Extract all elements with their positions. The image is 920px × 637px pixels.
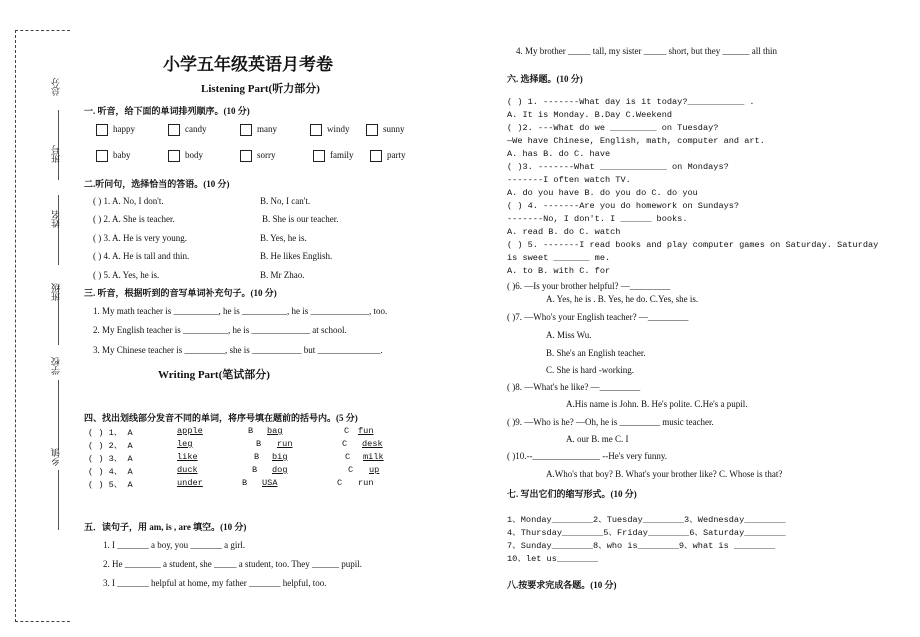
s4-word: fun [358,426,374,436]
s4-label: C [348,465,354,475]
s4-label: C [345,452,351,462]
s2-option-b: B. He likes English. [260,251,333,261]
listening-title: Listening Part(听力部分) [201,83,320,95]
s4-word: USA [262,478,278,488]
s6-options: B. She's an English teacher. [546,348,646,358]
s6-options: C. She is hard -working. [546,365,634,375]
s4-word: under [177,478,203,488]
page-title: 小学五年级英语月考卷 [163,55,333,75]
s4-word: run [277,439,293,449]
s4-word: dog [272,465,288,475]
s6-line: A. do you have B. do you do C. do you [507,188,698,198]
s4-row: ( ) 2、 A [88,441,133,451]
s1-word: happy [96,124,135,136]
s2-option-b: B. Mr Zhao. [260,270,305,280]
binding-line [58,380,59,450]
s6-line: A. to B. with C. for [507,266,611,276]
s6-question: ( )10.--_______________ --He's very funny. [507,451,668,461]
s7-line: 10、let us________ [507,554,599,564]
s4-label: B [252,465,258,475]
s1-word: family [313,150,354,162]
s5-line-4: 4. My brother _____ tall, my sister _____ short, but they ______ all thin [516,46,777,56]
binding-line [58,470,59,530]
s4-label: B [248,426,254,436]
s2-option-a: ( ) 4. A. He is tall and thin. [93,251,190,261]
s4-word: apple [177,426,203,436]
label-class-number: 班号 [52,145,62,163]
s6-line: A. has B. do C. have [507,149,611,159]
s4-word: leg [177,439,193,449]
s8-heading: 八.按要求完成各题。(10 分) [507,580,617,590]
s1-word: windy [310,124,350,136]
binding-margin [15,30,70,622]
s4-word: duck [177,465,198,475]
s6-line: A. It is Monday. B.Day C.Weekend [507,110,673,120]
writing-title: Writing Part(笔试部分) [158,369,270,381]
s1-word: party [370,150,406,162]
s1-word: sorry [240,150,276,162]
s3-heading: 三. 听音，根据听到的音写单词补充句子。(10 分) [84,288,277,298]
s6-options: A. Yes, he is . B. Yes, he do. C.Yes, she is. [546,294,699,304]
s4-word: milk [363,452,384,462]
label-class: 班级 [52,283,62,301]
s1-word: body [168,150,203,162]
s2-option-a: ( ) 1. A. No, I don't. [93,196,164,206]
s1-word: sunny [366,124,405,136]
s4-label: C [342,439,348,449]
s6-line: A. read B. do C. watch [507,227,621,237]
s4-row: ( ) 1、 A [88,428,133,438]
s5-line: 2. He ________ a student, she _____ a student, too. They ______ pupil. [103,559,363,569]
s6-line: ( ) 4. -------Are you do homework on Sundays? [507,201,740,211]
s7-line: 4、Thursday________5、Friday________6、Saturday________ [507,528,786,538]
s4-label: B [254,452,260,462]
s1-word: many [240,124,277,136]
s6-question: ( )6. —Is your brother helpful? —_________ [507,281,671,291]
s6-options: A.Who's that boy? B. What's your brother like? C. Whose is that? [546,469,783,479]
s3-line: 2. My English teacher is __________, he is _____________ at school. [93,325,347,335]
s6-line: -------I often watch TV. [507,175,631,185]
s5-line: 3. I _______ helpful at home, my father _______ helpful, too. [103,578,327,588]
s6-line: -------No, I don't. I ______ books. [507,214,688,224]
s2-option-a: ( ) 3. A. He is very young. [93,233,187,243]
s6-heading: 六. 选择题。(10 分) [507,74,583,84]
s4-word: desk [362,439,383,449]
label-name: 姓名 [52,210,62,228]
s4-label: B [256,439,262,449]
s5-line: 1. I _______ a boy, you _______ a girl. [103,540,246,550]
s1-heading: 一. 听音，给下面的单词排列顺序。(10 分) [84,106,250,116]
binding-line [58,195,59,265]
s6-question: ( )9. —Who is he? —Oh, he is _________ music teacher. [507,417,714,427]
s1-word: baby [96,150,131,162]
s4-word: run [358,478,374,488]
s6-options: A. our B. me C. I [566,434,629,444]
s6-question: ( )8. —What's he like? —_________ [507,382,641,392]
s6-line: is sweet _______ me. [507,253,611,263]
s3-line: 3. My Chinese teacher is _________, she is ___________ but ______________. [93,345,383,355]
s2-option-a: ( ) 2. A. She is teacher. [93,214,175,224]
s6-line: —We have Chinese, English, math, computer and art. [507,136,765,146]
s4-row: ( ) 4、 A [88,467,133,477]
s5-heading: 五．读句子，用 am, is , are 填空。(10 分) [84,522,247,532]
s4-word: like [177,452,198,462]
s4-row: ( ) 3、 A [88,454,133,464]
s4-label: B [242,478,248,488]
s2-option-b: B. She is our teacher. [262,214,339,224]
s4-label: C [337,478,343,488]
s4-word: up [369,465,380,475]
s6-line: ( ) 1. -------What day is it today?___________ . [507,97,755,107]
s6-line: ( )3. -------What _____________ on Mondays? [507,162,729,172]
s2-option-b: B. Yes, he is. [260,233,307,243]
s4-row: ( ) 5、 A [88,480,133,490]
s6-options: A. Miss Wu. [546,330,592,340]
s6-options: A.His name is John. B. He's polite. C.He's a pupil. [566,399,748,409]
s1-word: candy [168,124,207,136]
s3-line: 1. My math teacher is __________, he is __________, he is _____________, too. [93,306,388,316]
s4-heading: 四、找出划线部分发音不同的单词，将序号填在题前的括号内。(5 分) [84,413,358,423]
s6-line: ( ) 5. -------I read books and play computer games on Saturday. Saturday [507,240,879,250]
s4-word: bag [267,426,283,436]
label-school: 学校 [52,357,62,375]
s6-line: ( )2. ---What do we _________ on Tuesday? [507,123,719,133]
s2-heading: 二.听问句，选择恰当的答语。(10 分) [84,179,230,189]
s4-word: big [272,452,288,462]
s4-label: C [344,426,350,436]
s2-option-a: ( ) 5. A. Yes, he is. [93,270,160,280]
s2-option-b: B. No, I can't. [260,196,311,206]
s7-line: 7、Sunday________8、who is________9、what is ________ [507,541,776,551]
s6-question: ( )7. —Who's your English teacher? —_________ [507,312,689,322]
s7-line: 1、Monday________2、Tuesday________3、Wednesday________ [507,515,786,525]
label-total-score: 总分 [52,78,62,96]
label-township: 乡镇 [52,448,62,466]
s7-heading: 七. 写出它们的缩写形式。(10 分) [507,489,637,499]
